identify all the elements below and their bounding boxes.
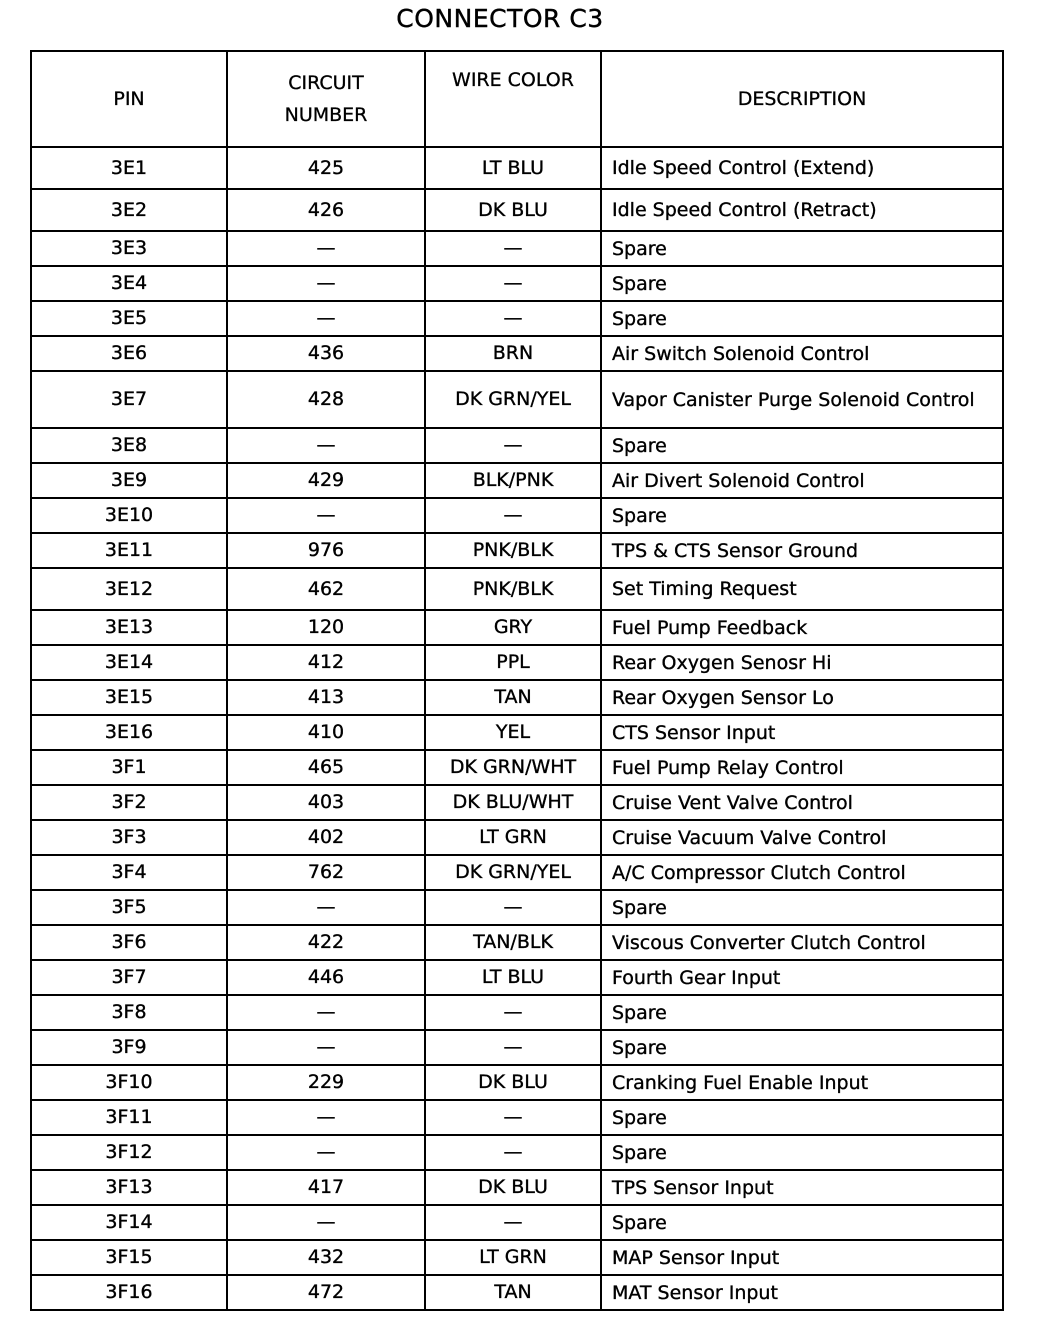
pin-cell: 3E7 xyxy=(31,371,227,428)
pin-cell: 3E1 xyxy=(31,147,227,189)
wire-color-cell: GRY xyxy=(425,610,601,645)
circuit-number-cell: — xyxy=(227,1135,425,1170)
table-row xyxy=(31,890,1003,925)
pin-cell: 3F12 xyxy=(31,1135,227,1170)
pin-cell: 3E3 xyxy=(31,231,227,266)
wire-color-cell: — xyxy=(425,231,601,266)
table-row xyxy=(31,1205,1003,1240)
wire-color-cell: LT BLU xyxy=(425,147,601,189)
wire-color-cell: PPL xyxy=(425,645,601,680)
circuit-number-cell: — xyxy=(227,266,425,301)
description-cell: Spare xyxy=(601,266,1003,301)
pin-cell: 3F15 xyxy=(31,1240,227,1275)
pin-cell: 3E9 xyxy=(31,463,227,498)
circuit-number-cell: 426 xyxy=(227,189,425,231)
table-row xyxy=(31,785,1003,820)
table-row xyxy=(31,1240,1003,1275)
wire-color-cell: PNK/BLK xyxy=(425,568,601,610)
circuit-number-cell: 432 xyxy=(227,1240,425,1275)
wire-color-cell: LT GRN xyxy=(425,1240,601,1275)
pin-cell: 3F2 xyxy=(31,785,227,820)
table-row xyxy=(31,645,1003,680)
pin-cell: 3F14 xyxy=(31,1205,227,1240)
pin-cell: 3E14 xyxy=(31,645,227,680)
circuit-number-cell: — xyxy=(227,1030,425,1065)
description-cell: Spare xyxy=(601,498,1003,533)
pin-cell: 3F5 xyxy=(31,890,227,925)
pin-cell: 3E2 xyxy=(31,189,227,231)
table-row xyxy=(31,750,1003,785)
table-row xyxy=(31,1170,1003,1205)
table-row xyxy=(31,189,1003,231)
table-row xyxy=(31,371,1003,428)
wire-color-cell: DK BLU xyxy=(425,1170,601,1205)
table-row xyxy=(31,610,1003,645)
circuit-number-cell: 422 xyxy=(227,925,425,960)
description-cell: Rear Oxygen Sensor Lo xyxy=(601,680,1003,715)
table-row xyxy=(31,1135,1003,1170)
table-row xyxy=(31,680,1003,715)
wire-color-cell: BLK/PNK xyxy=(425,463,601,498)
wire-color-cell: DK GRN/WHT xyxy=(425,750,601,785)
table-row xyxy=(31,995,1003,1030)
pin-cell: 3E11 xyxy=(31,533,227,568)
wire-color-cell: LT BLU xyxy=(425,960,601,995)
wire-color-cell: DK BLU/WHT xyxy=(425,785,601,820)
pin-cell: 3F10 xyxy=(31,1065,227,1100)
circuit-number-cell: 428 xyxy=(227,371,425,428)
description-cell: Idle Speed Control (Extend) xyxy=(601,147,1003,189)
wire-color-cell: DK BLU xyxy=(425,1065,601,1100)
table-row xyxy=(31,428,1003,463)
circuit-number-cell: 410 xyxy=(227,715,425,750)
wire-color-cell: — xyxy=(425,890,601,925)
pin-cell: 3E5 xyxy=(31,301,227,336)
table-row xyxy=(31,715,1003,750)
wire-color-cell: PNK/BLK xyxy=(425,533,601,568)
pin-cell: 3F8 xyxy=(31,995,227,1030)
description-cell: Viscous Converter Clutch Control xyxy=(601,925,1003,960)
description-cell: Cranking Fuel Enable Input xyxy=(601,1065,1003,1100)
table-row xyxy=(31,231,1003,266)
circuit-number-cell: 403 xyxy=(227,785,425,820)
circuit-number-cell: 425 xyxy=(227,147,425,189)
wire-color-cell: DK GRN/YEL xyxy=(425,371,601,428)
description-cell: Set Timing Request xyxy=(601,568,1003,610)
page-title: CONNECTOR C3 xyxy=(396,4,604,33)
header-circuit-number xyxy=(227,51,425,147)
pin-cell: 3E10 xyxy=(31,498,227,533)
table-row xyxy=(31,147,1003,189)
description-cell: Spare xyxy=(601,231,1003,266)
header-description: DESCRIPTION xyxy=(601,51,1003,147)
wire-color-cell: — xyxy=(425,428,601,463)
circuit-number-cell: 229 xyxy=(227,1065,425,1100)
header-circuit-line2: NUMBER xyxy=(284,104,368,126)
description-cell: Cruise Vacuum Valve Control xyxy=(601,820,1003,855)
wire-color-cell: DK BLU xyxy=(425,189,601,231)
circuit-number-cell: 446 xyxy=(227,960,425,995)
circuit-number-cell: 417 xyxy=(227,1170,425,1205)
pin-cell: 3F4 xyxy=(31,855,227,890)
description-cell: Spare xyxy=(601,995,1003,1030)
circuit-number-cell: — xyxy=(227,428,425,463)
description-cell: Spare xyxy=(601,1135,1003,1170)
description-cell: MAT Sensor Input xyxy=(601,1275,1003,1310)
description-cell: Fuel Pump Relay Control xyxy=(601,750,1003,785)
description-cell: A/C Compressor Clutch Control xyxy=(601,855,1003,890)
circuit-number-cell: — xyxy=(227,995,425,1030)
description-cell: Spare xyxy=(601,1100,1003,1135)
wire-color-cell: LT GRN xyxy=(425,820,601,855)
circuit-number-cell: 462 xyxy=(227,568,425,610)
wire-color-cell: TAN xyxy=(425,1275,601,1310)
circuit-number-cell: — xyxy=(227,301,425,336)
description-cell: Spare xyxy=(601,1030,1003,1065)
table-row xyxy=(31,820,1003,855)
wire-color-cell: TAN xyxy=(425,680,601,715)
description-cell: Spare xyxy=(601,1205,1003,1240)
wire-color-cell: — xyxy=(425,498,601,533)
table-row xyxy=(31,855,1003,890)
description-cell: Vapor Canister Purge Solenoid Control xyxy=(601,371,1003,428)
pin-cell: 3E15 xyxy=(31,680,227,715)
pin-cell: 3F1 xyxy=(31,750,227,785)
circuit-number-cell: — xyxy=(227,1205,425,1240)
header-pin: PIN xyxy=(31,51,227,147)
description-cell: Spare xyxy=(601,890,1003,925)
wire-color-cell: — xyxy=(425,301,601,336)
header-circuit-line1: CIRCUIT xyxy=(288,72,364,94)
wire-color-cell: — xyxy=(425,1100,601,1135)
pin-cell: 3E6 xyxy=(31,336,227,371)
pin-cell: 3E16 xyxy=(31,715,227,750)
table-row xyxy=(31,463,1003,498)
circuit-number-cell: 412 xyxy=(227,645,425,680)
circuit-number-cell: 413 xyxy=(227,680,425,715)
pin-cell: 3F3 xyxy=(31,820,227,855)
circuit-number-cell: 472 xyxy=(227,1275,425,1310)
pin-cell: 3F9 xyxy=(31,1030,227,1065)
table-row xyxy=(31,336,1003,371)
wire-color-cell: DK GRN/YEL xyxy=(425,855,601,890)
description-cell: Spare xyxy=(601,428,1003,463)
table-row xyxy=(31,960,1003,995)
circuit-number-cell: 976 xyxy=(227,533,425,568)
pin-cell: 3F6 xyxy=(31,925,227,960)
wire-color-cell: — xyxy=(425,1205,601,1240)
wire-color-cell: — xyxy=(425,1135,601,1170)
description-cell: Air Switch Solenoid Control xyxy=(601,336,1003,371)
wire-color-cell: — xyxy=(425,995,601,1030)
wire-color-cell: BRN xyxy=(425,336,601,371)
description-cell: Idle Speed Control (Retract) xyxy=(601,189,1003,231)
pin-cell: 3F7 xyxy=(31,960,227,995)
description-cell: Fuel Pump Feedback xyxy=(601,610,1003,645)
circuit-number-cell: 465 xyxy=(227,750,425,785)
description-cell: Fourth Gear Input xyxy=(601,960,1003,995)
header-wire-color: WIRE COLOR xyxy=(425,51,601,147)
wire-color-cell: — xyxy=(425,266,601,301)
table-row xyxy=(31,498,1003,533)
wire-color-cell: TAN/BLK xyxy=(425,925,601,960)
description-cell: Spare xyxy=(601,301,1003,336)
circuit-number-cell: 429 xyxy=(227,463,425,498)
pin-cell: 3F16 xyxy=(31,1275,227,1310)
wire-color-cell: YEL xyxy=(425,715,601,750)
table-row xyxy=(31,266,1003,301)
table-row xyxy=(31,1100,1003,1135)
header-row xyxy=(31,51,1003,147)
description-cell: TPS Sensor Input xyxy=(601,1170,1003,1205)
description-cell: Rear Oxygen Senosr Hi xyxy=(601,645,1003,680)
wire-color-cell: — xyxy=(425,1030,601,1065)
table-row xyxy=(31,1275,1003,1310)
circuit-number-cell: — xyxy=(227,498,425,533)
pin-cell: 3E8 xyxy=(31,428,227,463)
circuit-number-cell: — xyxy=(227,890,425,925)
description-cell: Cruise Vent Valve Control xyxy=(601,785,1003,820)
description-cell: TPS & CTS Sensor Ground xyxy=(601,533,1003,568)
table-row xyxy=(31,301,1003,336)
description-cell: CTS Sensor Input xyxy=(601,715,1003,750)
circuit-number-cell: — xyxy=(227,231,425,266)
circuit-number-cell: — xyxy=(227,1100,425,1135)
table-row xyxy=(31,568,1003,610)
pin-cell: 3E4 xyxy=(31,266,227,301)
pin-cell: 3E13 xyxy=(31,610,227,645)
circuit-number-cell: 402 xyxy=(227,820,425,855)
description-cell: Air Divert Solenoid Control xyxy=(601,463,1003,498)
connector-pin-table xyxy=(30,50,1004,1311)
table-row xyxy=(31,1030,1003,1065)
circuit-number-cell: 436 xyxy=(227,336,425,371)
table-row xyxy=(31,1065,1003,1100)
table-row xyxy=(31,533,1003,568)
pin-cell: 3E12 xyxy=(31,568,227,610)
pin-cell: 3F11 xyxy=(31,1100,227,1135)
table-row xyxy=(31,925,1003,960)
description-cell: MAP Sensor Input xyxy=(601,1240,1003,1275)
pin-cell: 3F13 xyxy=(31,1170,227,1205)
circuit-number-cell: 762 xyxy=(227,855,425,890)
circuit-number-cell: 120 xyxy=(227,610,425,645)
